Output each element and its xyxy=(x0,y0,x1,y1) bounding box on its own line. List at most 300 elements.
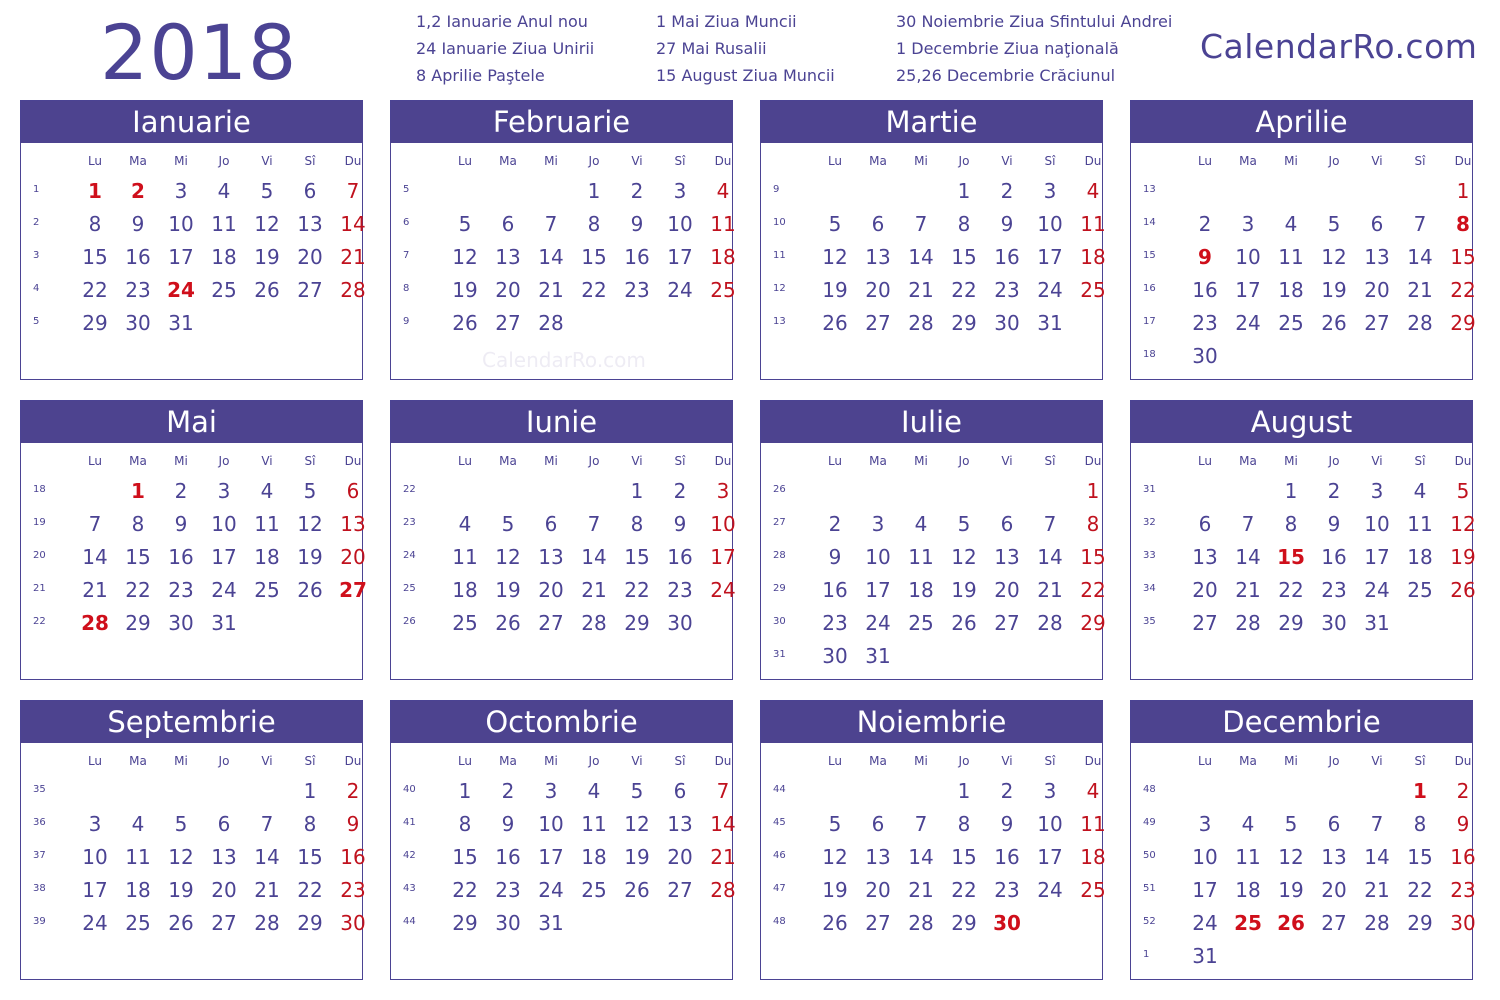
day-cell: 5 xyxy=(501,512,515,536)
day-cell: 8 xyxy=(957,212,971,236)
week-number: 33 xyxy=(1143,550,1156,561)
week-number: 16 xyxy=(1143,283,1156,294)
day-cell: 10 xyxy=(1037,812,1063,836)
day-cell: 12 xyxy=(624,812,650,836)
day-cell: 2 xyxy=(1198,212,1212,236)
week-number: 5 xyxy=(403,184,410,195)
day-cell: 25 xyxy=(1080,278,1106,302)
day-cell: 22 xyxy=(951,878,977,902)
weekday-label: Sî xyxy=(304,754,316,768)
day-cell: 17 xyxy=(82,878,108,902)
day-cell: 19 xyxy=(495,578,521,602)
day-cell: 6 xyxy=(1000,512,1014,536)
day-cell: 28 xyxy=(81,611,109,635)
day-cell: 4 xyxy=(1284,212,1298,236)
day-cell: 1 xyxy=(303,779,317,803)
weekday-label: Mi xyxy=(1284,154,1298,168)
week-number: 48 xyxy=(773,916,786,927)
day-cell: 10 xyxy=(710,512,736,536)
weekday-label: Sî xyxy=(1414,454,1426,468)
day-cell: 11 xyxy=(125,845,151,869)
day-cell: 1 xyxy=(88,179,102,203)
day-cell: 27 xyxy=(994,611,1020,635)
weekday-label: Mi xyxy=(914,454,928,468)
day-cell: 10 xyxy=(211,512,237,536)
day-cell: 29 xyxy=(624,611,650,635)
day-cell: 3 xyxy=(88,812,102,836)
weekday-label: Lu xyxy=(457,154,473,168)
weekday-label: Vi xyxy=(631,154,643,168)
weekday-label: Lu xyxy=(457,454,473,468)
weekday-label: Du xyxy=(344,754,362,768)
day-cell: 20 xyxy=(1364,278,1390,302)
day-cell: 6 xyxy=(501,212,515,236)
day-cell: 23 xyxy=(340,878,366,902)
weekday-label: Jo xyxy=(1328,754,1340,768)
week-number: 22 xyxy=(33,616,46,627)
week-number: 52 xyxy=(1143,916,1156,927)
week-number: 34 xyxy=(1143,583,1156,594)
weekday-label: Vi xyxy=(1371,454,1383,468)
day-cell: 5 xyxy=(828,812,842,836)
day-cell: 16 xyxy=(168,545,194,569)
weekday-label: Du xyxy=(1454,454,1472,468)
day-cell: 14 xyxy=(1407,245,1433,269)
day-cell: 29 xyxy=(951,911,977,935)
day-cell: 15 xyxy=(82,245,108,269)
day-cell: 28 xyxy=(581,611,607,635)
day-cell: 20 xyxy=(865,878,891,902)
day-cell: 11 xyxy=(710,212,736,236)
day-cell: 8 xyxy=(1086,512,1100,536)
month-title: Decembrie xyxy=(1131,701,1472,743)
day-cell: 6 xyxy=(303,179,317,203)
weekday-label: Lu xyxy=(1197,754,1213,768)
day-cell: 10 xyxy=(82,845,108,869)
week-number: 45 xyxy=(773,817,786,828)
day-cell: 30 xyxy=(667,611,693,635)
week-number: 3 xyxy=(33,250,40,261)
weekday-label: Mi xyxy=(544,754,558,768)
day-cell: 1 xyxy=(1456,179,1470,203)
day-cell: 8 xyxy=(1413,812,1427,836)
day-cell: 27 xyxy=(1321,911,1347,935)
day-cell: 20 xyxy=(538,578,564,602)
day-cell: 6 xyxy=(346,479,360,503)
day-cell: 25 xyxy=(908,611,934,635)
day-cell: 30 xyxy=(168,611,194,635)
day-cell: 10 xyxy=(168,212,194,236)
day-cell: 14 xyxy=(82,545,108,569)
day-cell: 30 xyxy=(822,644,848,668)
weekday-label: Lu xyxy=(1197,154,1213,168)
day-cell: 13 xyxy=(1321,845,1347,869)
day-cell: 14 xyxy=(538,245,564,269)
day-cell: 31 xyxy=(1192,944,1218,968)
month-title: Octombrie xyxy=(391,701,732,743)
week-number: 9 xyxy=(403,316,410,327)
day-cell: 16 xyxy=(994,845,1020,869)
day-cell: 19 xyxy=(297,545,323,569)
day-cell: 8 xyxy=(1456,212,1470,236)
day-cell: 1 xyxy=(630,479,644,503)
weekday-label: Mi xyxy=(174,454,188,468)
day-cell: 7 xyxy=(587,512,601,536)
day-cell: 10 xyxy=(1037,212,1063,236)
day-cell: 2 xyxy=(131,179,145,203)
day-cell: 26 xyxy=(1277,911,1305,935)
day-cell: 26 xyxy=(822,911,848,935)
day-cell: 11 xyxy=(581,812,607,836)
day-cell: 3 xyxy=(1370,479,1384,503)
month-aprilie xyxy=(1130,100,1476,380)
week-number: 42 xyxy=(403,850,416,861)
day-cell: 26 xyxy=(951,611,977,635)
week-number: 43 xyxy=(403,883,416,894)
day-cell: 15 xyxy=(1080,545,1106,569)
day-cell: 17 xyxy=(1192,878,1218,902)
day-cell: 21 xyxy=(710,845,736,869)
day-cell: 19 xyxy=(168,878,194,902)
day-cell: 3 xyxy=(1043,779,1057,803)
day-cell: 29 xyxy=(1278,611,1304,635)
weekday-label: Ma xyxy=(129,754,147,768)
day-cell: 30 xyxy=(1192,344,1218,368)
day-cell: 12 xyxy=(297,512,323,536)
holiday-item: 27 Mai Rusalii xyxy=(656,39,767,58)
week-number: 25 xyxy=(403,583,416,594)
weekday-label: Lu xyxy=(827,154,843,168)
day-cell: 3 xyxy=(673,179,687,203)
week-number: 44 xyxy=(773,784,786,795)
day-cell: 16 xyxy=(125,245,151,269)
day-cell: 28 xyxy=(908,911,934,935)
day-cell: 18 xyxy=(125,878,151,902)
week-number: 1 xyxy=(33,184,40,195)
day-cell: 27 xyxy=(538,611,564,635)
day-cell: 16 xyxy=(667,545,693,569)
weekday-label: Ma xyxy=(1239,154,1257,168)
day-cell: 4 xyxy=(587,779,601,803)
month-iulie xyxy=(760,400,1106,680)
weekday-label: Jo xyxy=(1328,154,1340,168)
month-martie xyxy=(760,100,1106,380)
weekday-label: Ma xyxy=(1239,454,1257,468)
day-cell: 24 xyxy=(167,278,195,302)
day-cell: 24 xyxy=(1037,278,1063,302)
weekday-label: Du xyxy=(714,154,732,168)
week-number: 50 xyxy=(1143,850,1156,861)
day-cell: 23 xyxy=(822,611,848,635)
month-octombrie xyxy=(390,700,736,980)
day-cell: 22 xyxy=(951,278,977,302)
week-number: 36 xyxy=(33,817,46,828)
weekday-label: Vi xyxy=(631,754,643,768)
day-cell: 29 xyxy=(452,911,478,935)
day-cell: 24 xyxy=(710,578,736,602)
day-cell: 11 xyxy=(1080,212,1106,236)
day-cell: 10 xyxy=(865,545,891,569)
day-cell: 16 xyxy=(822,578,848,602)
day-cell: 7 xyxy=(1241,512,1255,536)
day-cell: 5 xyxy=(174,812,188,836)
week-number: 12 xyxy=(773,283,786,294)
day-cell: 12 xyxy=(1450,512,1476,536)
day-cell: 25 xyxy=(1278,311,1304,335)
day-cell: 3 xyxy=(871,512,885,536)
day-cell: 5 xyxy=(458,212,472,236)
day-cell: 6 xyxy=(544,512,558,536)
day-cell: 20 xyxy=(994,578,1020,602)
day-cell: 2 xyxy=(501,779,515,803)
weekday-label: Jo xyxy=(218,154,230,168)
week-number: 27 xyxy=(773,517,786,528)
day-cell: 20 xyxy=(340,545,366,569)
day-cell: 30 xyxy=(340,911,366,935)
day-cell: 2 xyxy=(346,779,360,803)
week-number: 44 xyxy=(403,916,416,927)
week-number: 6 xyxy=(403,217,410,228)
day-cell: 10 xyxy=(1364,512,1390,536)
day-cell: 13 xyxy=(340,512,366,536)
day-cell: 25 xyxy=(710,278,736,302)
day-cell: 29 xyxy=(1080,611,1106,635)
day-cell: 22 xyxy=(452,878,478,902)
day-cell: 4 xyxy=(131,812,145,836)
day-cell: 4 xyxy=(716,179,730,203)
day-cell: 29 xyxy=(82,311,108,335)
month-iunie xyxy=(390,400,736,680)
weekday-label: Du xyxy=(1454,754,1472,768)
day-cell: 13 xyxy=(211,845,237,869)
weekday-label: Du xyxy=(714,754,732,768)
day-cell: 26 xyxy=(495,611,521,635)
day-cell: 12 xyxy=(1278,845,1304,869)
month-mai xyxy=(20,400,367,680)
week-number: 11 xyxy=(773,250,786,261)
weekday-label: Ma xyxy=(499,154,517,168)
day-cell: 26 xyxy=(822,311,848,335)
day-cell: 28 xyxy=(1235,611,1261,635)
day-cell: 27 xyxy=(211,911,237,935)
weekday-label: Vi xyxy=(1001,454,1013,468)
month-ianuarie xyxy=(20,100,366,380)
day-cell: 1 xyxy=(131,479,145,503)
day-cell: 16 xyxy=(1192,278,1218,302)
weekday-label: Vi xyxy=(1371,754,1383,768)
day-cell: 11 xyxy=(211,212,237,236)
day-cell: 18 xyxy=(581,845,607,869)
day-cell: 7 xyxy=(88,512,102,536)
weekday-label: Mi xyxy=(544,454,558,468)
day-cell: 16 xyxy=(624,245,650,269)
day-cell: 14 xyxy=(1364,845,1390,869)
day-cell: 21 xyxy=(1235,578,1261,602)
day-cell: 15 xyxy=(125,545,151,569)
month-title: August xyxy=(1131,401,1472,443)
day-cell: 28 xyxy=(710,878,736,902)
month-title: Iulie xyxy=(761,401,1102,443)
day-cell: 21 xyxy=(1364,878,1390,902)
day-cell: 25 xyxy=(211,278,237,302)
day-cell: 23 xyxy=(624,278,650,302)
day-cell: 30 xyxy=(1450,911,1476,935)
weekday-label: Sî xyxy=(1044,154,1056,168)
day-cell: 17 xyxy=(1037,245,1063,269)
day-cell: 15 xyxy=(1407,845,1433,869)
day-cell: 9 xyxy=(828,545,842,569)
day-cell: 12 xyxy=(1321,245,1347,269)
day-cell: 7 xyxy=(1413,212,1427,236)
weekday-label: Ma xyxy=(869,754,887,768)
week-number: 19 xyxy=(33,517,46,528)
week-number: 17 xyxy=(1143,316,1156,327)
day-cell: 19 xyxy=(1450,545,1476,569)
day-cell: 11 xyxy=(254,512,280,536)
week-number: 40 xyxy=(403,784,416,795)
day-cell: 23 xyxy=(667,578,693,602)
day-cell: 25 xyxy=(125,911,151,935)
day-cell: 22 xyxy=(581,278,607,302)
day-cell: 22 xyxy=(1450,278,1476,302)
day-cell: 13 xyxy=(1192,545,1218,569)
weekday-label: Ma xyxy=(499,754,517,768)
week-number: 14 xyxy=(1143,217,1156,228)
month-title: Mai xyxy=(21,401,362,443)
day-cell: 31 xyxy=(538,911,564,935)
weekday-label: Lu xyxy=(827,454,843,468)
holiday-item: 1 Mai Ziua Muncii xyxy=(656,12,797,31)
day-cell: 12 xyxy=(951,545,977,569)
day-cell: 7 xyxy=(1370,812,1384,836)
day-cell: 3 xyxy=(1241,212,1255,236)
day-cell: 9 xyxy=(1198,245,1212,269)
weekday-label: Vi xyxy=(631,454,643,468)
weekday-label: Lu xyxy=(457,754,473,768)
day-cell: 15 xyxy=(1450,245,1476,269)
day-cell: 18 xyxy=(254,545,280,569)
weekday-label: Jo xyxy=(588,754,600,768)
holiday-item: 30 Noiembrie Ziua Sfintului Andrei xyxy=(896,12,1173,31)
day-cell: 22 xyxy=(297,878,323,902)
day-cell: 21 xyxy=(1037,578,1063,602)
day-cell: 2 xyxy=(174,479,188,503)
day-cell: 12 xyxy=(452,245,478,269)
day-cell: 21 xyxy=(581,578,607,602)
day-cell: 22 xyxy=(82,278,108,302)
day-cell: 14 xyxy=(254,845,280,869)
weekday-label: Du xyxy=(1084,154,1102,168)
day-cell: 23 xyxy=(168,578,194,602)
weekday-label: Jo xyxy=(218,454,230,468)
day-cell: 8 xyxy=(630,512,644,536)
month-title: Iunie xyxy=(391,401,732,443)
day-cell: 14 xyxy=(581,545,607,569)
weekday-label: Ma xyxy=(129,154,147,168)
day-cell: 23 xyxy=(1321,578,1347,602)
day-cell: 15 xyxy=(1277,545,1305,569)
day-cell: 26 xyxy=(1450,578,1476,602)
day-cell: 22 xyxy=(624,578,650,602)
day-cell: 13 xyxy=(297,212,323,236)
day-cell: 7 xyxy=(716,779,730,803)
day-cell: 20 xyxy=(1321,878,1347,902)
day-cell: 26 xyxy=(624,878,650,902)
day-cell: 8 xyxy=(131,512,145,536)
day-cell: 14 xyxy=(908,245,934,269)
day-cell: 6 xyxy=(1327,812,1341,836)
week-number: 23 xyxy=(403,517,416,528)
day-cell: 21 xyxy=(1407,278,1433,302)
day-cell: 19 xyxy=(624,845,650,869)
month-februarie xyxy=(390,100,736,380)
day-cell: 24 xyxy=(1235,311,1261,335)
holiday-item: 24 Ianuarie Ziua Unirii xyxy=(416,39,595,58)
day-cell: 30 xyxy=(993,911,1021,935)
day-cell: 26 xyxy=(254,278,280,302)
weekday-label: Mi xyxy=(174,754,188,768)
day-cell: 6 xyxy=(871,212,885,236)
weekday-label: Sî xyxy=(674,454,686,468)
day-cell: 17 xyxy=(211,545,237,569)
week-number: 2 xyxy=(33,217,40,228)
day-cell: 10 xyxy=(1192,845,1218,869)
day-cell: 16 xyxy=(495,845,521,869)
week-number: 13 xyxy=(773,316,786,327)
day-cell: 9 xyxy=(1456,812,1470,836)
day-cell: 23 xyxy=(125,278,151,302)
day-cell: 3 xyxy=(174,179,188,203)
day-cell: 27 xyxy=(297,278,323,302)
weekday-label: Ma xyxy=(869,454,887,468)
weekday-label: Jo xyxy=(958,454,970,468)
day-cell: 9 xyxy=(174,512,188,536)
holiday-item: 1 Decembrie Ziua naţională xyxy=(896,39,1119,58)
day-cell: 21 xyxy=(340,245,366,269)
weekday-label: Sî xyxy=(674,154,686,168)
weekday-label: Sî xyxy=(1414,754,1426,768)
week-number: 26 xyxy=(773,484,786,495)
day-cell: 20 xyxy=(865,278,891,302)
day-cell: 8 xyxy=(1284,512,1298,536)
holiday-item: 8 Aprilie Paştele xyxy=(416,66,545,85)
day-cell: 9 xyxy=(1000,212,1014,236)
weekday-label: Sî xyxy=(1044,754,1056,768)
day-cell: 11 xyxy=(1080,812,1106,836)
day-cell: 2 xyxy=(1327,479,1341,503)
day-cell: 30 xyxy=(495,911,521,935)
week-number: 9 xyxy=(773,184,780,195)
day-cell: 29 xyxy=(1407,911,1433,935)
weekday-label: Mi xyxy=(914,154,928,168)
day-cell: 3 xyxy=(1198,812,1212,836)
day-cell: 18 xyxy=(1278,278,1304,302)
day-cell: 18 xyxy=(452,578,478,602)
day-cell: 19 xyxy=(1321,278,1347,302)
day-cell: 13 xyxy=(495,245,521,269)
day-cell: 9 xyxy=(1327,512,1341,536)
month-title: Aprilie xyxy=(1131,101,1472,143)
weekday-label: Vi xyxy=(1001,154,1013,168)
day-cell: 6 xyxy=(217,812,231,836)
day-cell: 28 xyxy=(254,911,280,935)
watermark: CalendarRo.com xyxy=(482,348,646,372)
day-cell: 22 xyxy=(1407,878,1433,902)
day-cell: 30 xyxy=(125,311,151,335)
day-cell: 4 xyxy=(1086,179,1100,203)
week-number: 10 xyxy=(773,217,786,228)
day-cell: 5 xyxy=(260,179,274,203)
